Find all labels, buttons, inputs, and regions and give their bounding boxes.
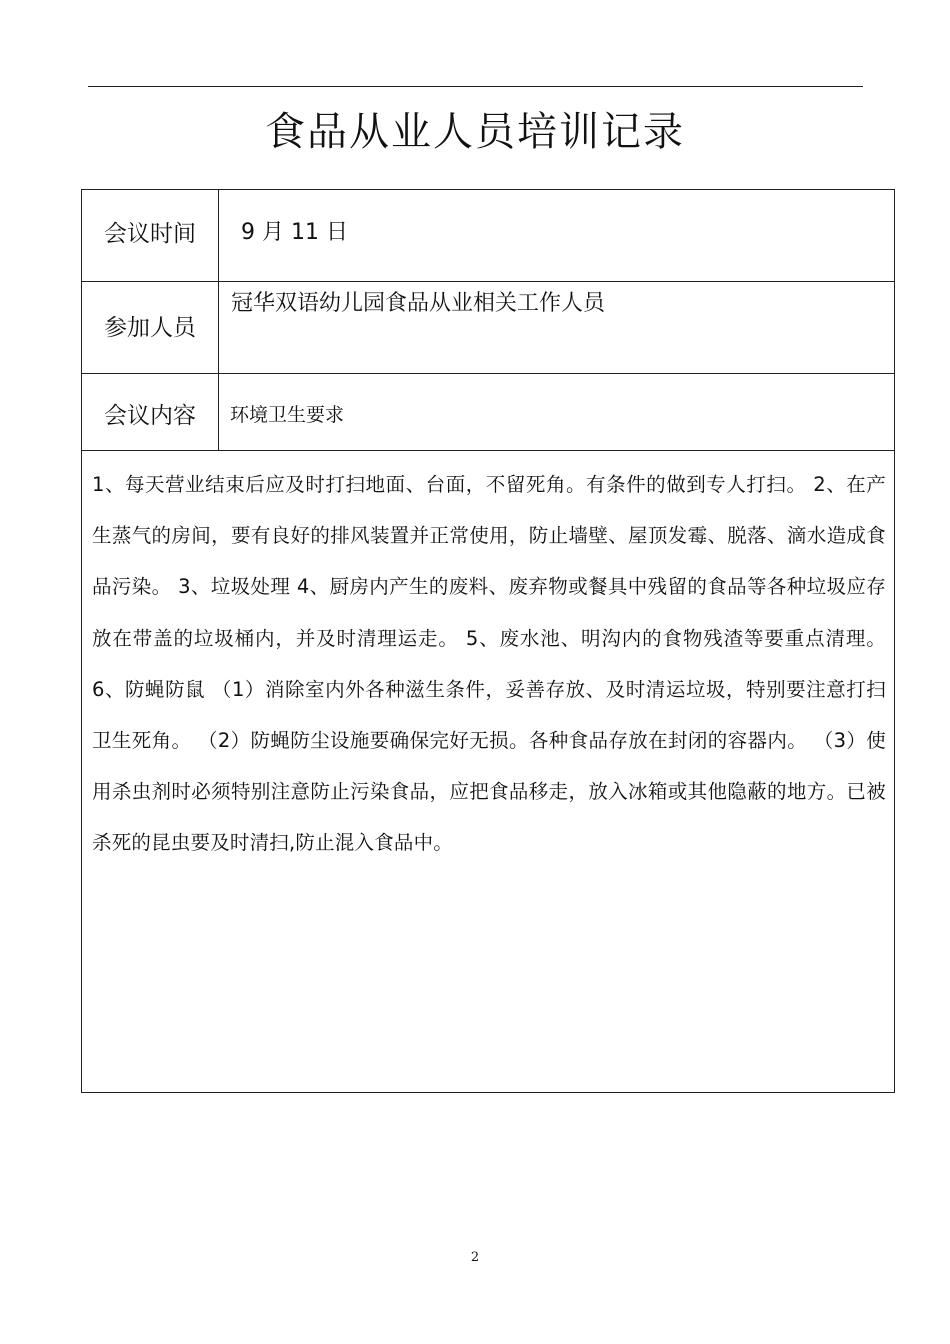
meeting-time-value-cell [219,190,894,281]
meeting-time-row [82,190,894,282]
attendees-label: 参加人员 [104,315,196,341]
meeting-time-value: 9 月 11 日 [241,220,348,245]
meeting-time-label-cell [82,190,219,281]
attendees-label-cell [82,282,219,373]
meeting-content-value-cell [219,374,894,450]
header-rule [88,86,863,87]
meeting-time-label: 会议时间 [104,221,196,247]
attendees-value-cell [219,282,894,373]
training-record-table [81,189,895,1093]
meeting-content-value: 环境卫生要求 [230,404,345,426]
training-details-text: 1、每天营业结束后应及时打扫地面、台面，不留死角。有条件的做到专人打扫。 2、在产生蒸气的房间，要有良好的排风装置并正常使用，防止墙壁、屋顶发霉、脱落、滴水造成食品污染。 3、垃圾处理 4、厨房内产生的废料、废弃物或餐具中残留的食品等各种垃圾应存放在带盖的垃圾桶内，并及时清理运走。 5、废水池、明沟内的食物残渣等要重点清理。 6、防蝇防鼠 （1）消除室内外各种滋生条件，妥善存放、及时清运垃圾，特别要注意打扫卫生死角。 （2）防蝇防尘设施要确保完好无损。各种食品存放在封闭的容器内。 （3）使用杀虫剂时必须特别注意防止污染食品，应把食品移走，放入冰箱或其他隐蔽的地方。已被杀死的昆虫要及时清扫,防止混入食品中。 [92,473,886,855]
page-number: 2 [470,1250,480,1265]
meeting-content-label: 会议内容 [104,403,196,429]
attendees-value: 冠华双语幼儿园食品从业相关工作人员 [231,291,606,316]
meeting-content-row [82,374,894,451]
attendees-row [82,282,894,374]
document-title: 食品从业人员培训记录 [265,109,685,155]
meeting-content-label-cell [82,374,219,450]
